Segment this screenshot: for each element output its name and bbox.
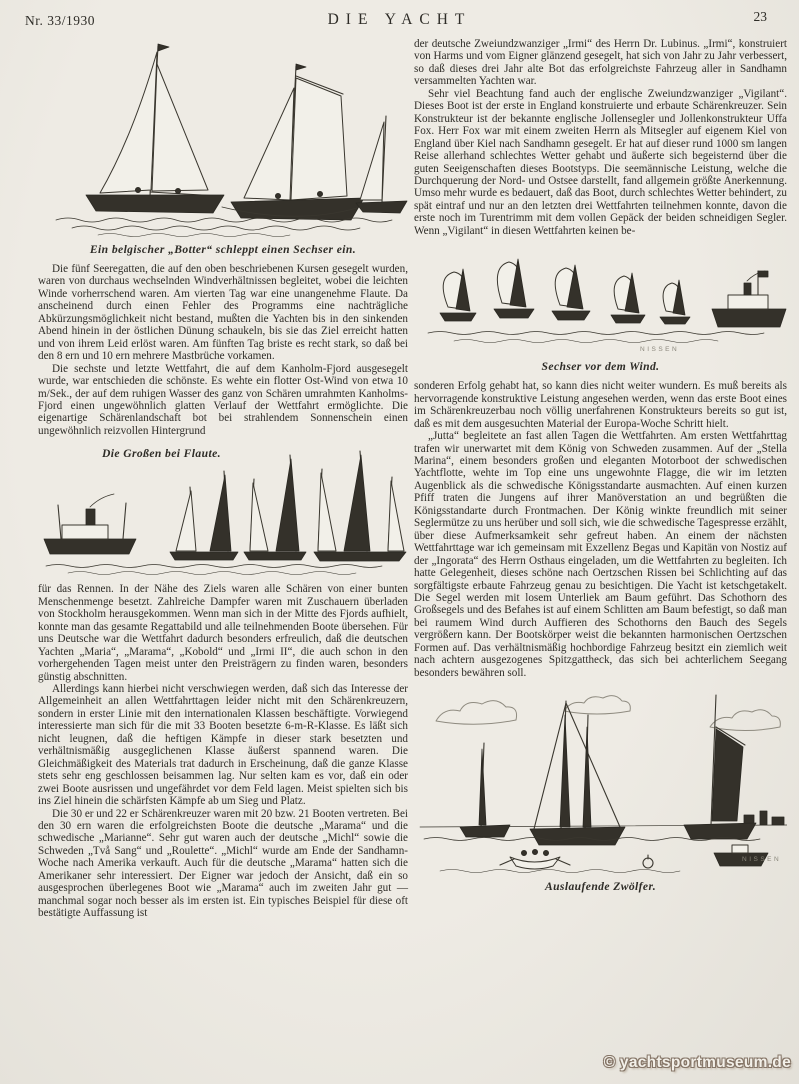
left-column xyxy=(38,30,408,920)
figure-departing-twelves-sketch xyxy=(414,687,787,875)
paragraph: Die 30 er und 22 er Schärenkreuzer waren mit 20 bzw. 21 Booten vertreten. Bei den 30 ern waren die erfolgreichsten Boote die deutsche „Marama“ und die schwedische „Marianne“. Sehr gut waren auch der deutsche „Michl“ sowie die Schweden „Två Sang“ und „Roulette“. „Michl“ wurde am Ende der Sandhamn-Woche nach Amerika verkauft. Auch für die deutsche „Marama“ hatten sich die Amerikaner sehr interessiert. Der Eigner war jedoch der Ansicht, daß ein so ausgesprochen überlegenes Boot wie „Marama“ auch im zweiten Jahr gut — manchmal sogar noch besser als im ersten ist. Ein typisches Beispiel für diese oft bestätigte Auffassung ist xyxy=(38,807,408,920)
figure3-caption: Sechser vor dem Wind. xyxy=(541,360,660,374)
paragraph: Die fünf Seeregatten, die auf den oben beschriebenen Kursen gesegelt wurden, waren von durchaus wechselnden Windverhältnissen begleitet, wobei die leichten Winde vorherrschend waren. Am vierten Tag war eine unangenehme Flaute. Da anscheinend durch einen Fehler des Programms eine nachträgliche Abkürzungsmöglichkeit nicht bestand, mußten die Yachten bis in den sinkenden Abend hinein in der östlichen Dünung schaukeln, bis sie das Ziel erreicht hatten und von ihrem Leid erlöst waren. Am fünften Tag briste es recht stark, so daß bei den 8 ern und 10 ern mehrere Mastbrüche vorkamen. xyxy=(38,263,408,363)
calm-fleet-sketch-image xyxy=(38,443,408,579)
harbor-sketch-image xyxy=(414,687,787,875)
paragraph: für das Rennen. In der Nähe des Ziels waren alle Schären von einer bunten Menschenmenge besetzt. Zahlreiche Dampfer waren mit Zuschauern überladen von Stockholm herausgekommen. Wenn man sich in der Mitte des Fjords aufhielt, konnte man das gesamte Regattabild und alle teilnehmenden Boote übersehen. Für uns Deutsche war die Wettfahrt dadurch besonders erfreulich, daß die deutschen Yachten „Maria“, „Marama“, „Kobold“ und „Irmi II“, die auch schon in den vorhergehenden Tagen meist unter den Preisträgern zu finden waren, besonders günstig abschnitten. xyxy=(38,583,408,683)
figure-calm-fleet-sketch xyxy=(38,443,408,579)
paragraph: Allerdings kann hierbei nicht verschwiegen werden, daß sich das Interesse der Allgemeinheit an allen Wettfahrttagen leider nicht mit den Schärenkreuzern, sondern in erster Linie mit den internationalen Klassen beschäftigte. Vorwiegend interessierte man sich für die mit 33 Booten besetzte 6-m-R-Klasse. Es läßt sich nicht leugnen, daß die heftigen Kämpfe in dieser stark besetzten und verhältnismäßig ausgeglichenen Klasse äußerst spannend waren. Die Gleichmäßigkeit des Materials trat dadurch in Erscheinung, daß die ganze Klasse stets sehr eng geschlossen beisammen lag. Nur selten kam es vor, daß ein oder zwei Boote ausrissen und ungefährdet vor dem Feld lagen. Meist spielten sich bis ins Ziel hinein die schärfsten Kämpfe ab um Sieg und Platz. xyxy=(38,682,408,808)
page-title: DIE YACHT xyxy=(327,11,472,28)
paragraph: der deutsche Zweiundzwanziger „Irmi“ des Herrn Dr. Lubinus. „Irmi“, konstruiert von Harms und vom Eigner glänzend gesegelt, hat sich von Jahr zu Jahr verbessert, so daß dieses drei Jahr alte Bot das erfolgreichste Fahrzeug aller in Sandhamn versammelten Yachten war. xyxy=(414,38,787,88)
figure-downwind-sixers-sketch xyxy=(414,245,787,355)
figure4-caption: Auslaufende Zwölfer. xyxy=(544,880,657,894)
artist-signature: NISSEN xyxy=(742,856,782,864)
right-column xyxy=(414,38,787,900)
artist-signature: NISSEN xyxy=(640,346,680,354)
issue-number: Nr. 33/1930 xyxy=(25,13,96,28)
watermark: © yachtsportmuseum.de xyxy=(603,1054,791,1071)
sailboat-sketch-image xyxy=(38,30,408,238)
paragraph: Sehr viel Beachtung fand auch der englische Zweiundzwanziger „Vigilant“. Dieses Boot ist der erste in England konstruierte und erbaute Schärenkreuzer. Sein Konstrukteur ist der bekannte englische Jollensegler und Jollenkonstrukteur Uffa Fox. Herr Fox war mit einem zweiten Herrn als Mitsegler auf eigenem Kiel von England über Kiel nach Sandhamn gesegelt. Er hat auf dieser rund 1000 sm langen Reise allerhand schlechtes Wetter gehabt und äußerte sich begeisternd über die guten Seeigenschaften dieses Bootstyps. Die seemännische Leistung, welche die Durchquerung der Nord- und Ostsee darstellt, fand allgemein größte Anerkennung. Umso mehr wurde es bedauert, daß das Boot, durch schlechtes Wetter behindert, zu spät eintraf und nur an den letzten drei Wettfahrten teilnehmen konnte, davon die erste noch im Turentrimm mit dem vollen Gepäck der beiden schneidigen Segler. Wenn „Vigilant“ in diesen Wettfahrten keinen be- xyxy=(414,87,787,237)
paragraph: „Jutta“ begleitete an fast allen Tagen die Wettfahrten. Am ersten Wettfahrttag trafen wir unerwartet mit dem König von Schweden zusammen. Auf der „Stella Marina“, einem besonders großen und eleganten Motorboot der schwedischen Yachtflotte, wehte im Top eine uns ungewohnte Flagge, die wir im letzten Augenblick als die schwedische Königsstandarte ausmachten. Auf einen kurzen Pfiff traten die Jungens auf ihrer Manöverstation an und begrüßten die Königsstandarte durch Frontmachen. Der König winkte freundlich mit seiner Seglermütze zu uns herüber und soll sich, wie die schwedische Tagespresse erzählt, über diese Aufmerksamkeit sehr gefreut haben. An einem der nächsten Wettfahrttage war ich gemeinsam mit Exzellenz Begas und Kapitän von Nostiz auf der „Ingorata“ des Herrn Osthaus eingeladen, um die Wettfahrten zu begleiten. Ich hatte Gelegenheit, dieses schöne nach Oertzschen Rissen bei Schlichting auf das sorgfältigste erbaute Fahrzeug genau zu besichtigen. Die Yacht ist ketschgetakelt. Die Segel werden mit losem Unterliek am Baum geführt. Das Schothorn des Großsegels und des Befahes ist auf einem Schlitten am Baum befestigt, so daß man bei raumem Wind durch Auffieren des Schothorns den Bauch des Segels vergrößern kann. Der Bootskörper weist die bekannten harmonischen Oertzschen Formen auf. Das verhältnismäßig hochbordige Fahrzeug besitzt ein ziemlich weit nach achtern ausgezogenes Spitzgattheck, das sich bei achterlichem Seegang besonders bewähren soll. xyxy=(414,430,787,679)
figure1-caption: Ein belgischer „Botter“ schleppt einen Sechser ein. xyxy=(89,243,357,256)
paragraph: Die sechste und letzte Wettfahrt, die auf dem Kanholm-Fjord ausgesegelt wurde, war entschieden die schönste. Es wehte ein flotter Ost-Wind von etwa 10 m/Sek., der auf dem ruhigen Wasser des ganz von Schären umrahmten Kanholms-Fjord einen ungewöhnlich glatten Verlauf der Wettfahrt ermöglichte. Die eigenartige Schärenlandschaft bot bei strahlendem Sonnenschein einen ungewöhnlich reizvollen Hintergrund xyxy=(38,362,408,437)
paragraph: sonderen Erfolg gehabt hat, so kann dies nicht weiter wundern. Es muß bereits als hervorragende konstruktive Leistung angesehen werden, wenn das erste Boot eines im Schärenkreuzerbau noch völlig unerfahrenen Konstrukteurs bereits so gut ist, daß es mit dem ausgesuchten Material der Europa-Woche Schritt hielt. xyxy=(414,380,787,430)
figure-botter-tow-sketch xyxy=(38,30,408,238)
downwind-sixers-sketch-image xyxy=(414,245,787,355)
figure2-caption: Die Großen bei Flaute. xyxy=(102,447,221,461)
page-number: 23 xyxy=(753,9,767,24)
